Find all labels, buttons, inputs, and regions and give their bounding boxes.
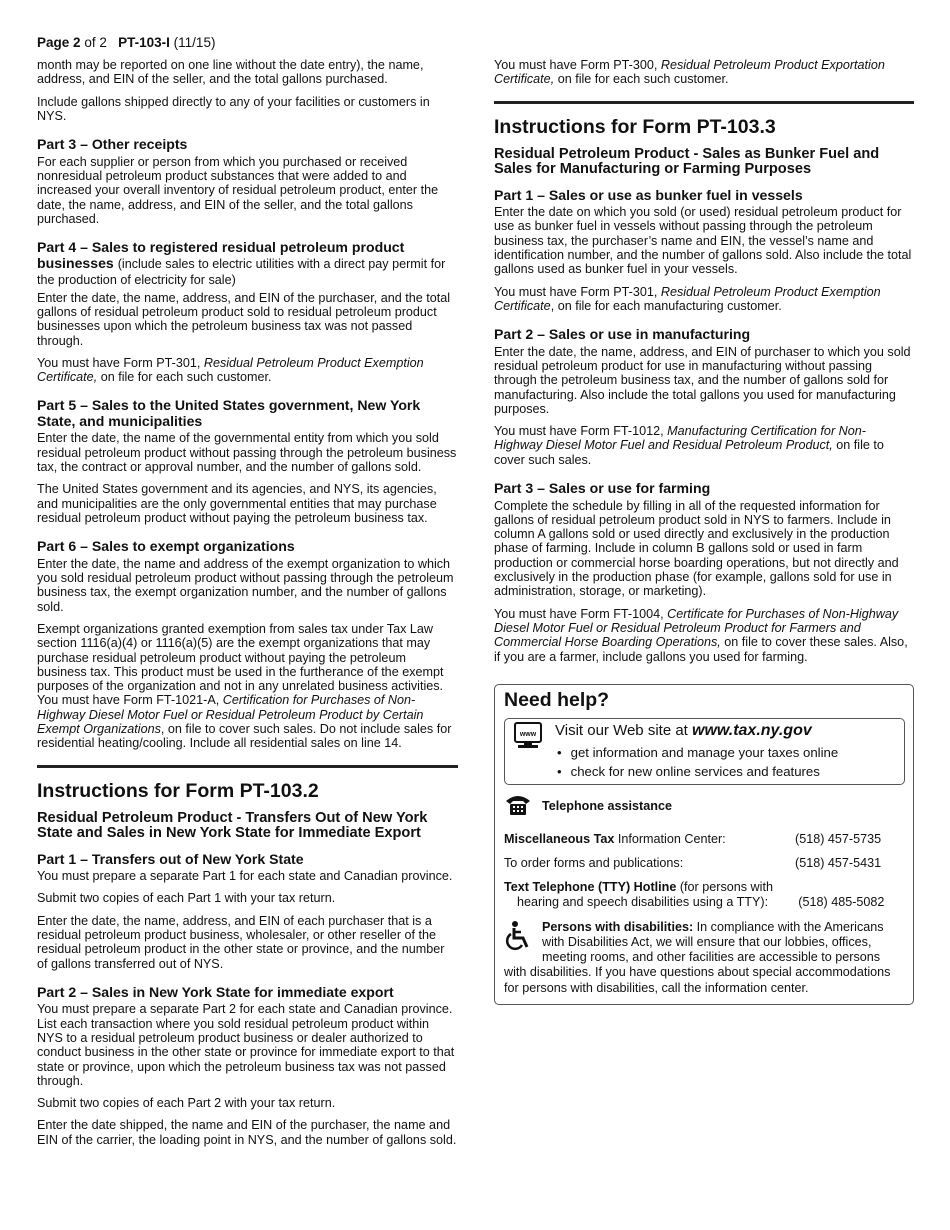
website-feature-1: • get information and manage your taxes online [569,743,838,762]
part3-heading: Part 3 – Other receipts [37,136,188,153]
part4-heading [37,240,458,289]
f2-part1-text-1: You must prepare a separate Part 1 for each state and Canadian province. [37,869,453,884]
forms-label: To order forms and publications: [504,855,684,870]
f3-part2-form-title: Manufacturing Certification for Non-Highway Diesel Motor Fuel and Residual Petroleum Product, [494,424,866,453]
disabilities-notice [504,920,905,996]
part6-text-2a: Exempt organizations granted exemption from sales tax under Tax Law section 1116(a)(4) or 1116(a)(5) are the exempt organizations that may purchase residual petroleum product without paying the petroleum business tax. This product must be used in the furtherance of the exempt purposes of the organization and not in any unrelated business activities. You must have Form FT-1021-A, [37,621,444,708]
f3-part2-must-have [494,424,914,467]
f3-part1-must-a: You must have Form PT-301, [494,284,658,299]
tty-label: (for persons with hearing and speech disabilities using a TTY): [517,879,773,909]
part5-heading: Part 5 – Sales to the United States government, New York State, and municipalities [37,397,421,429]
part4-note: (include sales to electric utilities with a direct pay permit for the production of electricity for sale) [37,256,446,288]
left-column [37,58,458,1155]
disabilities-label: Persons with disabilities: [542,919,694,934]
form-pt1032-subtitle: Residual Petroleum Product - Transfers Out of New York State and Sales in New York State for Immediate Export [37,809,428,842]
f3-part1-heading: Part 1 – Sales or use as bunker fuel in vessels [494,186,803,203]
part5-text-2: The United States government and its agencies, and NYS, its agencies, and municipalities are the only governmental entities that may purchase residual petroleum product without paying the petroleum business tax. [37,482,437,525]
f3-part2-text: Enter the date, the name, address, and EIN of purchaser to which you sold residual petroleum product for use in manufacturing without passing through the petroleum business tax, and the number of gallons sold for manufacturing. Also include the total gallons you used for manufacturing purposes. [494,344,911,416]
pt300-form-title: Residual Petroleum Product Exportation Certificate, [494,58,885,87]
website-feature-2: • check for new online services and features [569,762,838,781]
tty-label-bold: Text Telephone (TTY) Hotline [504,879,677,894]
f3-part3-form-title: Certificate for Purchases of Non-Highway Diesel Motor Fuel or Residual Petroleum Product for Farmers and Commercial Horse Boarding Operations, [494,606,899,650]
forms-number: (518) 457-5431 [795,855,882,870]
phone-forms [504,856,905,871]
phone-misc-tax [504,832,905,847]
f2-part1-heading: Part 1 – Transfers out of New York State [37,850,304,867]
misc-tax-label: Information Center: [617,831,726,846]
part5-text-1: Enter the date, the name of the governmental entity from which you sold residual petroleum product without passing through the petroleum business tax, the contract or approval number, and the number of gallons sold. [37,431,457,475]
part3-text: For each supplier or person from which you purchased or received nonresidual petroleum product substances that were added to and increased your overall inventory of residual petroleum product, enter the date, the name, address, and EIN of the seller, and the total gallons purchased. [37,154,439,226]
f3-part1-must-have [494,285,914,314]
f3-part3-must-a: You must have Form FT-1004, [494,606,664,621]
form-number: PT-103-I [118,35,170,50]
f2-part2-text-1: You must prepare a separate Part 2 for each state and Canadian province. List each transaction where you sold residual petroleum product within NYS to a residual petroleum product business or dealer authorized to conduct business in the other state or province for immediate export to that state or province, upon which the petroleum business tax was not passed through. [37,1002,455,1088]
pt300-must-have [494,58,914,87]
website-features [555,743,838,781]
form-pt1033-subtitle: Residual Petroleum Product - Sales as Bunker Fuel and Sales for Manufacturing or Farming Purposes [494,145,880,178]
pt300-must-b: on file for each such customer. [557,72,729,87]
phone-tty [504,880,905,910]
part6-form-title: Certification for Purchases of Non-Highway Diesel Motor Fuel or Residual Petroleum Product by Certain Exempt Organizations [37,693,424,736]
intro-paragraph-1: month may be reported on one line without the date entry), the name, address, and EIN of the seller, and the total gallons purchased. [37,58,424,87]
website-text [555,722,838,781]
disabilities-text: In compliance with the Americans with Disabilities Act, we will ensure that our lobbies, offices, meeting rooms, and other facilities are accessible to persons with disabilities. If you have questions about special accommodations for persons with disabilities, call the information center. [504,919,891,995]
part6-text-2 [37,622,458,751]
computer-icon [513,722,543,755]
page-header [37,35,215,50]
f3-part1-text: Enter the date on which you sold (or used) residual petroleum product for use as bunker fuel in vessels without passing through the petroleum business tax, the purchaser’s name and EIN, the vessel’s name and identification number, and the number of gallons sold. Also include the total gallons used as bunker fuel in your vessels. [494,205,912,277]
f2-part2-text-3: Enter the date shipped, the name and EIN of the purchaser, the name and EIN of the carrier, the loading point in NYS, and the number of gallons sold. [37,1118,457,1147]
part4-text: Enter the date, the name, address, and EIN of the purchaser, and the total gallons of residual petroleum product sold to residual petroleum product businesses upon which the petroleum business tax was not passed through. [37,290,451,348]
form-pt1032-title: Instructions for Form PT-103.2 [37,779,319,802]
part6-text-2b: , on file to cover such sales. Do not include sales for residential heating/cooling. Include all residential sales on line 14. [37,722,452,751]
part4-title: Part 4 – Sales to registered residual petroleum product businesses [37,239,405,271]
section-divider [37,765,458,768]
page-of: of 2 [84,35,107,50]
part4-must-a: You must have Form PT-301, [37,355,201,370]
wheelchair-icon [504,920,534,956]
f3-part2-heading: Part 2 – Sales or use in manufacturing [494,326,751,343]
f2-part2-text-2: Submit two copies of each Part 2 with your tax return. [37,1096,336,1111]
pt300-must-a: You must have Form PT-300, [494,58,658,72]
form-pt1033-title: Instructions for Form PT-103.3 [494,115,776,138]
f2-part1-text-3: Enter the date, the name, address, and EIN of each purchaser that is a residual petroleum product business, wholesaler, or other reseller of the residual petroleum product in the other state or province, and the number of gallons transferred out of NYS. [37,913,445,971]
intro-paragraph-2: Include gallons shipped directly to any of your facilities or customers in NYS. [37,94,430,123]
f2-part2-heading: Part 2 – Sales in New York State for immediate export [37,983,394,1000]
f3-part1-must-b: , on file for each manufacturing customer. [550,298,782,313]
f3-part3-must-b: on file to cover these sales. Also, if you are a farmer, include gallons you used for farming. [494,635,908,664]
misc-tax-number: (518) 457-5735 [795,831,882,846]
tty-number: (518) 485-5082 [798,894,885,909]
part4-must-b: on file for each such customer. [100,370,272,385]
website-lead: Visit our Web site at [555,721,688,739]
f3-part3-text: Complete the schedule by filling in all of the requested information for gallons of residual petroleum product sold in NYS to farmers. Include in column A gallons sold or used directly and exclusively in the production phase of farming. Include in column B gallons sold or used in farm production or commercial horse boarding operations, but not directly and exclusively in the production phase (for example, gallons sold for use in administration, storage, or marketing). [494,498,899,599]
part4-must-have [37,356,458,385]
f3-part3-must-have [494,607,914,664]
section-divider [494,101,914,104]
telephone-assistance [504,793,905,820]
website-box [504,718,905,785]
telephone-title: Telephone assistance [542,799,672,814]
need-help-title: Need help? [504,688,610,711]
need-help-box [494,684,914,1005]
form-revision: (11/15) [173,35,216,50]
website-link[interactable]: www.tax.ny.gov [692,721,812,739]
part4-must-form: Residual Petroleum Product Exemption Certificate, [37,355,424,385]
part6-text-1: Enter the date, the name and address of the exempt organization to which you sold residual petroleum product without passing through the petroleum business tax, the exempt organization number, and the number of gallons sold. [37,556,454,614]
f3-part2-must-a: You must have Form FT-1012, [494,424,664,439]
right-column [494,58,914,1005]
f2-part1-text-2: Submit two copies of each Part 1 with your tax return. [37,891,336,906]
misc-tax-label-bold: Miscellaneous Tax [504,831,615,846]
f3-part3-heading: Part 3 – Sales or use for farming [494,480,711,497]
telephone-icon [504,793,532,820]
www-label: www [519,730,537,738]
page-word: Page [37,35,70,50]
f3-part1-form-title: Residual Petroleum Product Exemption Certificate [494,284,881,313]
page-number: 2 [73,35,81,50]
f3-part2-must-b: on file to cover such sales. [494,438,884,467]
part6-heading: Part 6 – Sales to exempt organizations [37,538,295,555]
